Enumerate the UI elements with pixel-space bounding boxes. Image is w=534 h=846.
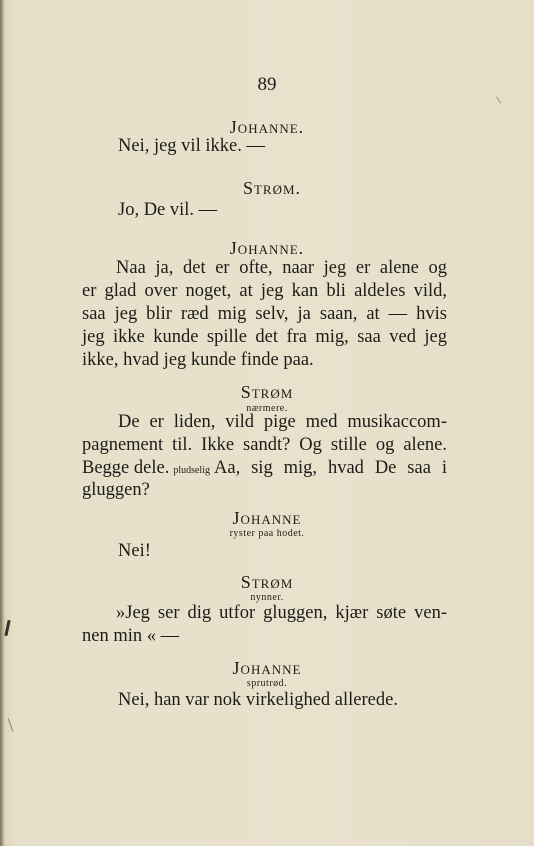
dialogue-line: »Jeg ser dig utfor gluggen, kjær søte ven- xyxy=(116,603,447,623)
dialogue-line: Jo, De vil. — xyxy=(118,200,218,220)
stage-direction: ryster paa hodet. xyxy=(229,528,305,539)
stage-direction: sprutrød. xyxy=(246,678,288,689)
speaker-name: Strøm xyxy=(240,382,294,402)
stage-direction: nærmere. xyxy=(246,403,288,414)
dialogue-line: saa jeg blir ræd mig selv, ja saan, at — hvis xyxy=(82,304,447,324)
stage-direction: nynner. xyxy=(250,592,284,603)
dialogue-text: Begge dele. xyxy=(82,458,170,478)
speaker-name: Strøm xyxy=(240,572,294,592)
speaker-name: Johanne. xyxy=(229,117,305,137)
inline-stage-direction: pludselig xyxy=(173,465,210,476)
scan-mark xyxy=(4,620,10,636)
scan-mark xyxy=(8,718,14,731)
scan-mark xyxy=(496,96,501,103)
dialogue-line: er glad over noget, at jeg kan bli aldeles vild, xyxy=(82,281,447,301)
dialogue-line-with-direction xyxy=(82,458,447,479)
speaker-name: Johanne. xyxy=(229,238,305,258)
dialogue-line: jeg ikke kunde spille det fra mig, saa ved jeg xyxy=(82,327,447,347)
dialogue-line: Nei, jeg vil ikke. — xyxy=(118,136,265,156)
dialogue-line: Naa ja, det er ofte, naar jeg er alene og xyxy=(116,258,447,278)
dialogue-line: Nei! xyxy=(118,541,151,561)
dialogue-line: ikke, hvad jeg kunde finde paa. xyxy=(82,350,314,370)
speaker-name: Johanne xyxy=(232,658,302,678)
dialogue-line: pagnement til. Ikke sandt? Og stille og alene. xyxy=(82,435,447,455)
page-number: 89 xyxy=(257,74,277,95)
dialogue-line: De er liden, vild pige med musikaccom- xyxy=(118,412,447,432)
dialogue-line: gluggen? xyxy=(82,480,150,500)
speaker-name: Johanne xyxy=(232,508,302,528)
speaker-name: Strøm. xyxy=(242,178,302,198)
dialogue-line: nen min « — xyxy=(82,626,180,646)
dialogue-text: Aa, sig mig, hvad De saa i xyxy=(214,458,447,478)
dialogue-line: Nei, han var nok virkelighed allerede. xyxy=(118,690,398,710)
